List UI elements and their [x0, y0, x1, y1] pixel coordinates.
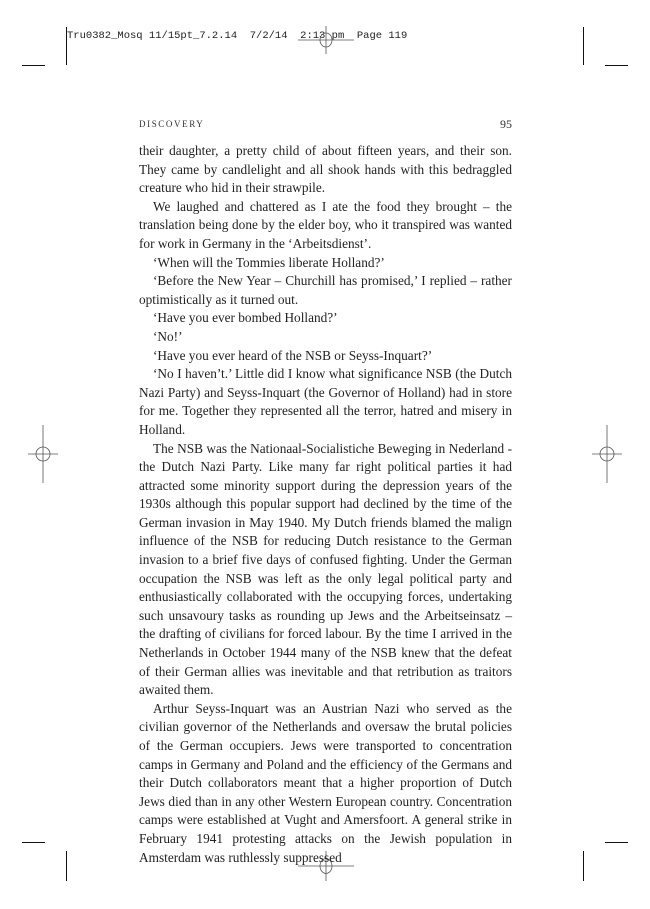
paragraph: The NSB was the Nationaal-Socialistiche Beweging in Nederland - the Dutch Nazi Party. Like many far right political parties it had attracted some minority support during the depression years of the 1930s although this popular support had declined by the time of the German invasion in May 1940. My Dutch friends blamed the malign influence of the NSB for reducing Dutch resistance to the German invasion to a brief five days of confused fighting. Under the German occupation the NSB was left as the only legal political party and enthusiastically collaborated with the occupying forces, undertaking such unsavoury tasks as rounding up Jews and the Arbeitseinsatz – the drafting of civilians for forced labour. By the time I arrived in the Netherlands in October 1944 many of the NSB knew that the defeat of their German allies was inevitable and that retribution as traitors awaited them.	[139, 440, 512, 698]
body-text	[139, 142, 512, 867]
crop-mark-bottom-right-horizontal	[605, 842, 628, 843]
registration-mark-right-icon	[592, 425, 622, 483]
dialogue-line: ‘No!’	[153, 328, 183, 344]
crop-mark-top-right-vertical	[583, 27, 584, 65]
paragraph: We laughed and chattered as I ate the food they brought – the translation being done by the elder boy, who it transpired was wanted for work in Germany in the ‘Arbeitsdienst’.	[139, 198, 512, 251]
paragraph: their daughter, a pretty child of about fifteen years, and their son. They came by candlelight and all shook hands with this bedraggled creature who hid in their strawpile.	[139, 143, 512, 196]
paragraph: ‘No I haven’t.’ Little did I know what significance NSB (the Dutch Nazi Party) and Seyss-Inquart (the Governor of Holland) had in store for me. Together they represented all the terror, hatred and misery in Holland.	[139, 366, 512, 437]
printer-slug: Tru0382_Mosq 11/15pt_7.2.14 7/2/14 2:13 pm Page 119	[67, 30, 408, 42]
crop-mark-top-right-horizontal	[605, 65, 628, 66]
chapter-title: DISCOVERY	[139, 119, 205, 129]
paragraph: Arthur Seyss-Inquart was an Austrian Nazi who served as the civilian governor of the Netherlands and oversaw the brutal policies of the German occupiers. Jews were transported to concentration camps in Germany and Poland and the efficiency of the Germans and their Dutch collaborators meant that a higher proportion of Dutch Jews died than in any other Western European country. Concentration camps were established at Vught and Amersfoort. A general strike in February 1941 protesting attacks on the Jewish population in Amsterdam was ruthlessly suppressed	[139, 700, 512, 865]
crop-mark-bottom-left-vertical	[66, 851, 67, 881]
page-number: 95	[500, 117, 512, 131]
crop-mark-top-left-vertical	[66, 27, 67, 65]
crop-mark-bottom-right-vertical	[583, 851, 584, 881]
crop-mark-bottom-left-horizontal	[22, 842, 45, 843]
registration-mark-left-icon	[28, 425, 58, 483]
crop-mark-top-left-horizontal	[22, 65, 45, 66]
dialogue-line: ‘Before the New Year – Churchill has promised,’ I replied – rather optimistically as it turned out.	[139, 273, 512, 307]
dialogue-line: ‘When will the Tommies liberate Holland?’	[153, 254, 385, 270]
dialogue-line: ‘Have you ever bombed Holland?’	[153, 310, 338, 326]
registration-mark-top-icon	[298, 26, 354, 54]
dialogue-line: ‘Have you ever heard of the NSB or Seyss-Inquart?’	[153, 347, 433, 363]
